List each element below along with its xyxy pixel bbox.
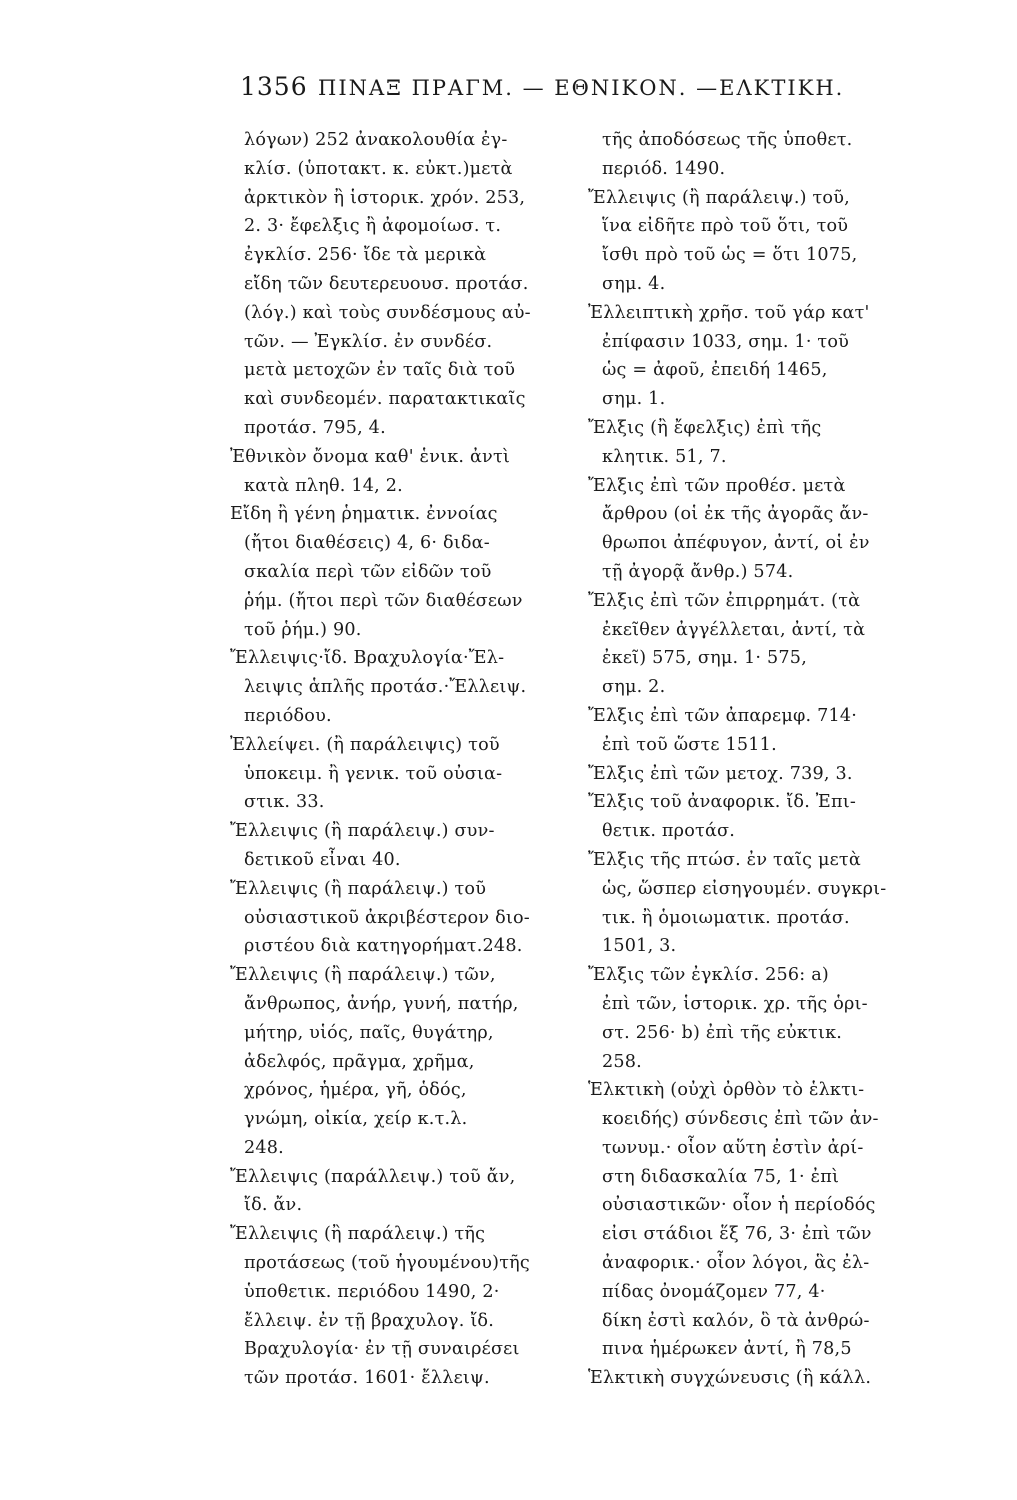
index-line: μήτηρ, υἱός, παῖς, θυγάτηρ, bbox=[244, 1022, 494, 1043]
index-line: Ἔλξις τῶν ἐγκλίσ. 256: a) bbox=[588, 965, 829, 986]
index-line: τῶν προτάσ. 1601· ἔλλειψ. bbox=[244, 1368, 490, 1389]
index-line: ἵνα εἰδῆτε πρὸ τοῦ ὅτι, τοῦ bbox=[602, 216, 849, 237]
index-line: ἔλλειψ. ἐν τῇ βραχυλογ. ἴδ. bbox=[244, 1310, 495, 1331]
index-line: Ἐλλειπτικὴ χρῆσ. τοῦ γάρ κατ' bbox=[588, 302, 870, 323]
index-line: 248. bbox=[244, 1137, 284, 1158]
index-line: τοῦ ῥήμ.) 90. bbox=[244, 619, 362, 640]
index-line: ἄρθρου (οἱ ἐκ τῆς ἀγορᾶς ἄν- bbox=[602, 504, 869, 525]
index-line: Ἑλκτικὴ συγχώνευσις (ἢ κάλλ. bbox=[588, 1368, 872, 1389]
index-line: Ἔλξις ἐπὶ τῶν ἀπαρεμφ. 714· bbox=[588, 705, 858, 726]
index-line: περιόδ. 1490. bbox=[602, 158, 726, 179]
index-column-right bbox=[588, 126, 933, 1393]
index-line: σημ. 4. bbox=[602, 273, 666, 294]
index-line: ὑποκειμ. ἢ γενικ. τοῦ οὐσια- bbox=[244, 763, 503, 784]
index-line: (ἤτοι διαθέσεις) 4, 6· διδα- bbox=[244, 533, 490, 554]
index-line: ἀναφορικ.· οἷον λόγοι, ἃς ἐλ- bbox=[602, 1253, 870, 1274]
index-line: Ἑλκτικὴ (οὐχὶ ὀρθὸν τὸ ἑλκτι- bbox=[588, 1080, 865, 1101]
index-line: Ἔλλειψις (ἢ παράλειψ.) τῶν, bbox=[230, 965, 496, 986]
index-line: 2. 3· ἔφελξις ἢ ἀφομοίωσ. τ. bbox=[244, 216, 502, 237]
index-line: ἴδ. ἄν. bbox=[244, 1195, 303, 1216]
index-line: δίκη ἐστὶ καλόν, ὃ τὰ ἀνθρώ- bbox=[602, 1310, 870, 1331]
index-column-left bbox=[230, 126, 575, 1393]
index-line: ἄνθρωπος, ἀνήρ, γυνή, πατήρ, bbox=[244, 993, 519, 1014]
index-line: δετικοῦ εἶναι 40. bbox=[244, 849, 401, 870]
index-line: Ἔλλειψις (ἢ παράλειψ.) τοῦ, bbox=[588, 187, 850, 208]
index-line: ἐγκλίσ. 256· ἴδε τὰ μερικὰ bbox=[244, 245, 487, 266]
index-line: προτάσ. 795, 4. bbox=[244, 417, 386, 438]
running-title: ΠΙΝΑΞ ΠΡΑΓΜ. — ΕΘΝΙΚΟΝ. —ΕΛΚΤΙΚΗ. bbox=[318, 76, 845, 100]
index-line: εἰσι στάδιοι ἕξ 76, 3· ἐπὶ τῶν bbox=[602, 1224, 872, 1245]
index-line: (λόγ.) καὶ τοὺς συνδέσμους αὐ- bbox=[244, 302, 531, 323]
index-line: προτάσεως (τοῦ ἡγουμένου)τῆς bbox=[244, 1253, 530, 1274]
index-line: γνώμη, οἰκία, χείρ κ.τ.λ. bbox=[244, 1109, 468, 1130]
index-line: ὡς = ἀφοῦ, ἐπειδή 1465, bbox=[602, 360, 828, 381]
index-line: σημ. 1. bbox=[602, 389, 666, 410]
index-line: χρόνος, ἡμέρα, γῆ, ὁδός, bbox=[244, 1080, 467, 1101]
index-line: Ἔλλειψις (ἢ παράλειψ.) τῆς bbox=[230, 1224, 486, 1245]
index-line: μετὰ μετοχῶν ἐν ταῖς διὰ τοῦ bbox=[244, 360, 516, 381]
index-line: οὐσιαστικοῦ ἀκριβέστερον διο- bbox=[244, 907, 530, 928]
index-line: Ἔλλειψις (παράλλειψ.) τοῦ ἄν, bbox=[230, 1166, 516, 1187]
index-line: στη διδασκαλία 75, 1· ἐπὶ bbox=[602, 1166, 840, 1187]
index-line: Εἴδη ἢ γένη ῥηματικ. ἐννοίας bbox=[230, 504, 498, 525]
index-line: στ. 256· b) ἐπὶ τῆς εὐκτικ. bbox=[602, 1022, 843, 1043]
index-line: λόγων) 252 ἀνακολουθία ἐγ- bbox=[244, 130, 508, 150]
index-line: στικ. 33. bbox=[244, 792, 325, 813]
index-line: τῶν. — Ἐγκλίσ. ἐν συνδέσ. bbox=[244, 331, 493, 352]
index-line: σημ. 2. bbox=[602, 677, 666, 698]
index-line: Ἐλλείψει. (ἢ παράλειψις) τοῦ bbox=[230, 734, 500, 755]
index-line: Ἔλξις ἐπὶ τῶν ἐπιρρημάτ. (τὰ bbox=[588, 590, 861, 611]
index-line: πινα ἡμέρωκεν ἀντί, ἢ 78,5 bbox=[602, 1339, 852, 1360]
index-line: πίδας ὀνομάζομεν 77, 4· bbox=[602, 1281, 826, 1302]
index-line: 1501, 3. bbox=[602, 936, 677, 957]
index-line: Ἔλλειψις (ἢ παράλειψ.) συν- bbox=[230, 821, 495, 842]
index-line: ἐπὶ τῶν, ἱστορικ. χρ. τῆς ὁρι- bbox=[602, 993, 868, 1014]
index-line: ἴσθι πρὸ τοῦ ὡς = ὅτι 1075, bbox=[602, 245, 858, 266]
index-line: Ἔλλειψις·ἴδ. Βραχυλογία·Ἔλ- bbox=[230, 648, 505, 669]
index-line: 258. bbox=[602, 1051, 642, 1072]
index-line: ἐκεῖ) 575, σημ. 1· 575, bbox=[602, 648, 807, 669]
page-number: 1356 bbox=[240, 72, 308, 101]
index-line: εἴδη τῶν δευτερευουσ. προτάσ. bbox=[244, 273, 529, 294]
index-line: θρωποι ἀπέφυγον, ἀντί, οἱ ἐν bbox=[602, 533, 870, 554]
index-line: Ἔλξις ἐπὶ τῶν μετοχ. 739, 3. bbox=[588, 763, 853, 784]
index-line: Ἔλξις (ἢ ἔφελξις) ἐπὶ τῆς bbox=[588, 417, 822, 438]
index-line: ἐκεῖθεν ἀγγέλλεται, ἀντί, τὰ bbox=[602, 619, 866, 640]
index-line: ὡς, ὥσπερ εἰσηγουμέν. συγκρι- bbox=[602, 878, 887, 899]
index-line: ὑποθετικ. περιόδου 1490, 2· bbox=[244, 1281, 500, 1302]
index-line: κλίσ. (ὑποτακτ. κ. εὐκτ.)μετὰ bbox=[244, 158, 513, 179]
page-header bbox=[240, 72, 880, 112]
index-line: Ἔλλειψις (ἢ παράλειψ.) τοῦ bbox=[230, 878, 487, 899]
index-line: Ἐθνικὸν ὄνομα καθ' ἑνικ. ἀντὶ bbox=[230, 446, 510, 467]
index-line: Βραχυλογία· ἐν τῇ συναιρέσει bbox=[244, 1339, 520, 1360]
index-line: σκαλία περὶ τῶν εἰδῶν τοῦ bbox=[244, 561, 492, 582]
index-line: κατὰ πληθ. 14, 2. bbox=[244, 475, 403, 496]
index-line: Ἔλξις τοῦ ἀναφορικ. ἴδ. Ἐπι- bbox=[588, 792, 857, 813]
index-line: ῥήμ. (ἤτοι περὶ τῶν διαθέσεων bbox=[244, 590, 523, 611]
index-line: ἐπὶ τοῦ ὥστε 1511. bbox=[602, 734, 777, 755]
index-line: περιόδου. bbox=[244, 705, 332, 726]
index-line: καὶ συνδεομέν. παρατακτικαῖς bbox=[244, 389, 526, 410]
index-line: ἀδελφός, πρᾶγμα, χρῆμα, bbox=[244, 1051, 475, 1072]
index-line: κλητικ. 51, 7. bbox=[602, 446, 727, 467]
index-line: τῇ ἀγορᾷ ἄνθρ.) 574. bbox=[602, 561, 794, 582]
index-line: ριστέου διὰ κατηγορήματ.248. bbox=[244, 936, 523, 957]
index-line: κοειδής) σύνδεσις ἐπὶ τῶν ἀν- bbox=[602, 1109, 879, 1130]
index-line: Ἔλξις ἐπὶ τῶν προθέσ. μετὰ bbox=[588, 475, 846, 496]
index-line: τῆς ἀποδόσεως τῆς ὑποθετ. bbox=[602, 130, 853, 150]
index-line: ἐπίφασιν 1033, σημ. 1· τοῦ bbox=[602, 331, 850, 352]
index-line: οὐσιαστικῶν· οἷον ἡ περίοδός bbox=[602, 1195, 876, 1216]
index-line: Ἔλξις τῆς πτώσ. ἐν ταῖς μετὰ bbox=[588, 849, 861, 870]
index-line: λειψις ἁπλῆς προτάσ.·Ἔλλειψ. bbox=[244, 677, 527, 698]
index-line: τωνυμ.· οἷον αὕτη ἐστὶν ἀρί- bbox=[602, 1137, 864, 1158]
index-line: τικ. ἢ ὁμοιωματικ. προτάσ. bbox=[602, 907, 850, 928]
index-line: ἀρκτικὸν ἢ ἱστορικ. χρόν. 253, bbox=[244, 187, 526, 208]
index-line: θετικ. προτάσ. bbox=[602, 821, 736, 842]
